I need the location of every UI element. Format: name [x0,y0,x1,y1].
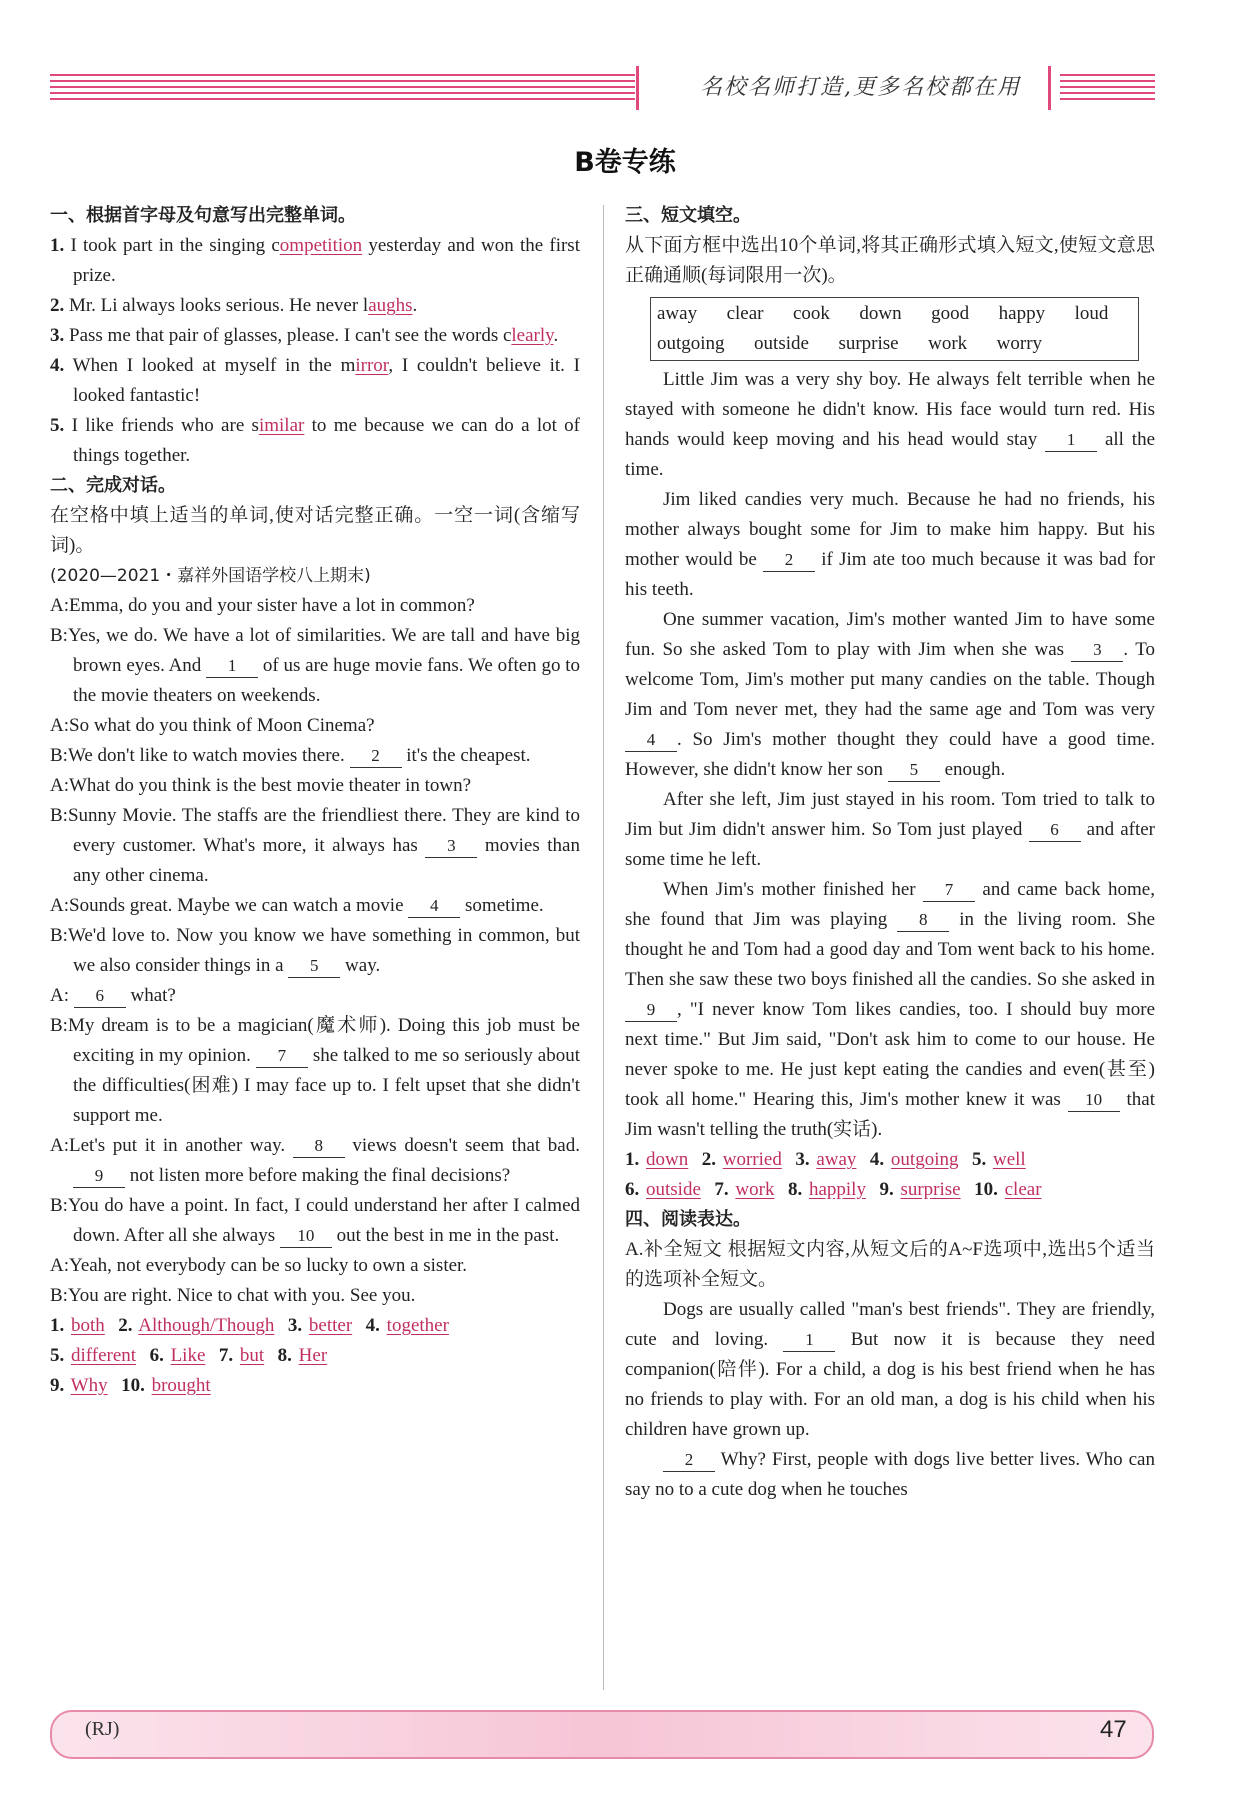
blank[interactable]: 3 [1071,639,1123,662]
answer-number: 10. [121,1375,145,1396]
answer-row [625,1175,1155,1205]
blank[interactable]: 8 [897,909,949,932]
section-3-answers [625,1145,1155,1205]
answer-number: 1. [625,1149,640,1170]
question-text: Mr. Li always looks serious. He never l [69,295,369,316]
answer-text: different [71,1345,137,1366]
column-divider [603,205,604,1690]
answer-number: 7. [218,1345,234,1366]
dialog-line: A:So what do you think of Moon Cinema? [50,715,375,736]
passage-paragraph: One summer vacation, Jim's mother wanted Jim to have some fun. So she asked Tom to play with Jim when she was 3 . To welcome Tom, Jim's mother put many candies on the table. Though Jim and Tom never met, they had the same age and Tom was very 4 . So Jim's mother thought they could have a good time. However, she didn't know her son 5 enough. [625,609,1156,780]
blank[interactable]: 4 [408,895,460,918]
section-2-answers [50,1311,580,1401]
answer-number: 7. [714,1179,729,1200]
section-4-title: 四、阅读表达。 [625,1209,751,1230]
question-number: 5. [50,415,65,436]
blank[interactable]: 5 [288,955,340,978]
right-column [625,201,1155,1505]
passage-paragraph: 2 Why? First, people with dogs live better lives. Who can say no to a cute dog when he touches [625,1449,1155,1500]
header-slogan: 名校名师打造,更多名校都在用 [700,75,1021,100]
dialog-line: A:Emma, do you and your sister have a lot in common? [50,595,475,616]
answer-number: 4. [365,1315,380,1336]
blank[interactable]: 1 [1045,429,1097,452]
dialog-line: A: 6 what? [50,985,176,1006]
blank[interactable]: 7 [923,879,975,902]
answer-text: Like [170,1345,206,1366]
answer-row [50,1371,580,1401]
header-divider-bar [636,66,639,110]
question-item [50,351,580,411]
question-text: I like friends who are s [71,415,259,436]
dialog-line: B:You are right. Nice to chat with you. See you. [50,1285,416,1306]
answer-text: learly [511,325,554,346]
question-number: 1. [50,235,65,256]
passage-paragraph: When Jim's mother finished her 7 and came back home, she found that Jim was playing 8 in the living room. She thought he and Tom had a good day and Tom went back to his home. Then she saw these two boys finished all the candies. So she asked in 9 , "I never know Tom likes candies, too. I should buy more next time." But Jim said, "Don't ask him to come to our house. He never spoke to me. He just kept eating the candies and even(甚至) took all home." Hearing this, Jim's mother knew it was 10 that Jim wasn't telling the truth(实话). [625,879,1155,1140]
section-4-instructions: A.补全短文 根据短文内容,从短文后的A~F选项中,选出5个适当的选项补全短文。 [625,1239,1155,1290]
answer-text: but [239,1345,265,1366]
blank[interactable]: 9 [625,999,677,1022]
answer-text: down [646,1149,689,1170]
blank[interactable]: 2 [663,1449,715,1472]
answer-text: Although/Though [138,1315,275,1336]
footer-band [50,1710,1154,1759]
blank[interactable]: 2 [763,549,815,572]
section-1-title: 一、根据首字母及句意写出完整单词。 [50,205,356,226]
question-number: 3. [50,325,65,346]
blank[interactable]: 5 [888,759,940,782]
answer-number: 3. [795,1149,810,1170]
answer-number: 5. [971,1149,987,1170]
section-2-instructions: 在空格中填上适当的单词,使对话完整正确。一空一词(含缩写词)。 [50,505,580,556]
section-1-items [50,231,580,471]
blank[interactable]: 6 [1029,819,1081,842]
section-2-source: (2020—2021・嘉祥外国语学校八上期末) [50,566,371,586]
page-number: 47 [1100,1716,1127,1743]
question-text: . [553,325,559,346]
dialog-line: B:We'd love to. Now you know we have something in common, but we also consider things in a 5 way. [50,925,580,976]
answer-number: 2. [701,1149,716,1170]
page-title: B卷专练 [574,147,676,178]
answer-text: aughs [368,295,413,316]
passage-paragraph: Dogs are usually called "man's best friends". They are friendly, cute and loving. 1 But now it is because they need companion(陪伴). For a child, a dog is his best friend when he has no friends to play with. For an old man, a dog is his child when his children have grown up. [625,1299,1155,1440]
answer-number: 5. [50,1345,65,1366]
dialog-line: B:We don't like to watch movies there. 2 it's the cheapest. [50,745,531,766]
answer-row [50,1341,580,1371]
answer-row [50,1311,580,1341]
answer-text: happily [808,1179,866,1200]
passage-paragraph: Jim liked candies very much. Because he had no friends, his mother always bought some for Jim to make him happy. But his mother would be 2 if Jim ate too much because it was bad for his teeth. [625,489,1155,600]
blank[interactable]: 10 [280,1225,332,1248]
dialog-line: A:Sounds great. Maybe we can watch a movie 4 sometime. [50,895,544,916]
blank[interactable]: 10 [1068,1089,1120,1112]
answer-text: Why [70,1375,108,1396]
answer-number: 2. [118,1315,133,1336]
word-box [650,297,1139,361]
answer-text: irror [355,355,389,376]
section-3-instructions: 从下面方框中选出10个单词,将其正确形式填入短文,使短文意思正确通顺(每词限用一次)。 [625,235,1155,286]
answer-text: work [735,1179,775,1200]
question-text: I took part in the singing c [70,235,280,256]
header-divider-bar-right [1048,66,1051,110]
answer-text: ompetition [279,235,363,256]
answer-number: 9. [879,1179,894,1200]
dialog-line: A:What do you think is the best movie theater in town? [50,775,472,796]
passage-paragraph: After she left, Jim just stayed in his room. Tom tried to talk to Jim but Jim didn't answer him. So Tom just played 6 and after some time he left. [625,789,1155,870]
answer-number: 6. [625,1179,640,1200]
answer-text: well [992,1149,1026,1170]
question-text: yesterday and won the first prize. [73,235,580,286]
word-box-row: away clear cook down good happy loud [657,303,1109,324]
blank[interactable]: 1 [783,1329,835,1352]
section-3-title: 三、短文填空。 [625,205,751,226]
blank[interactable]: 3 [425,835,477,858]
answer-number: 3. [287,1315,303,1336]
dialog-line: B:Sunny Movie. The staffs are the friendliest there. They are kind to every customer. What's more, it always has 3 movies than any other cinema. [50,805,580,886]
answer-number: 6. [149,1345,164,1366]
answer-text: worried [722,1149,782,1170]
answer-number: 8. [277,1345,292,1366]
answer-text: outgoing [890,1149,959,1170]
blank[interactable]: 7 [256,1045,308,1068]
blank[interactable]: 9 [73,1165,125,1188]
answer-text: better [308,1315,353,1336]
footer-edition: (RJ) [85,1718,120,1740]
answer-text: clear [1004,1179,1042,1200]
question-text: When I looked at myself in the m [72,355,356,376]
dialog-line: A:Yeah, not everybody can be so lucky to own a sister. [50,1255,468,1276]
answer-text: imilar [258,415,305,436]
word-box-row: outgoing outside surprise work worry [657,333,1043,354]
answer-number: 10. [974,1179,998,1200]
left-column [50,201,580,1401]
dialog-line: B:Yes, we do. We have a lot of similarities. We are tall and have big brown eyes. And 1 of us are huge movie fans. We often go to the movie theaters on weekends. [50,625,581,706]
blank[interactable]: 6 [74,985,126,1008]
question-item [50,321,580,351]
answer-text: brought [151,1375,211,1396]
answer-number: 4. [869,1149,885,1170]
section-2-title: 二、完成对话。 [50,475,176,496]
question-number: 2. [50,295,65,316]
answer-text: outside [646,1179,701,1200]
answer-text: both [71,1315,105,1336]
header-decor-lines-right [1060,74,1155,102]
answer-text: Her [298,1345,328,1366]
question-item [50,291,580,321]
answer-number: 1. [50,1315,65,1336]
question-text: to me because we can do a lot of things together. [73,415,580,466]
answer-text: together [386,1315,449,1336]
dialog-line: A:Let's put it in another way. 8 views doesn't seem that bad. 9 not listen more before making the final decisions? [50,1135,580,1186]
answer-text: surprise [900,1179,961,1200]
dialog-line: B:You do have a point. In fact, I could understand her after I calmed down. After all she always 10 out the best in me in the past. [50,1195,580,1246]
question-number: 4. [50,355,65,376]
question-item [50,411,580,471]
header-decor-lines-left [50,74,635,102]
passage-paragraph: Little Jim was a very shy boy. He always felt terrible when he stayed with someone he didn't know. His face would turn red. His hands would keep moving and his head would stay 1 all the time. [625,369,1155,480]
blank[interactable]: 1 [206,655,258,678]
question-text: . [412,295,418,316]
answer-number: 9. [50,1375,65,1396]
question-item [50,231,580,291]
question-text: , I couldn't believe it. I looked fantastic! [73,355,580,406]
answer-text: away [816,1149,857,1170]
answer-number: 8. [787,1179,803,1200]
blank[interactable]: 4 [625,729,677,752]
question-text: Pass me that pair of glasses, please. I can't see the words c [69,325,512,346]
answer-row [625,1145,1155,1175]
blank[interactable]: 2 [350,745,402,768]
blank[interactable]: 8 [293,1135,345,1158]
dialog-line: B:My dream is to be a magician(魔术师). Doing this job must be exciting in my opinion. 7 she talked to me so seriously about the difficulties(困难) I may face up to. I felt upset that she didn't support me. [50,1015,580,1126]
